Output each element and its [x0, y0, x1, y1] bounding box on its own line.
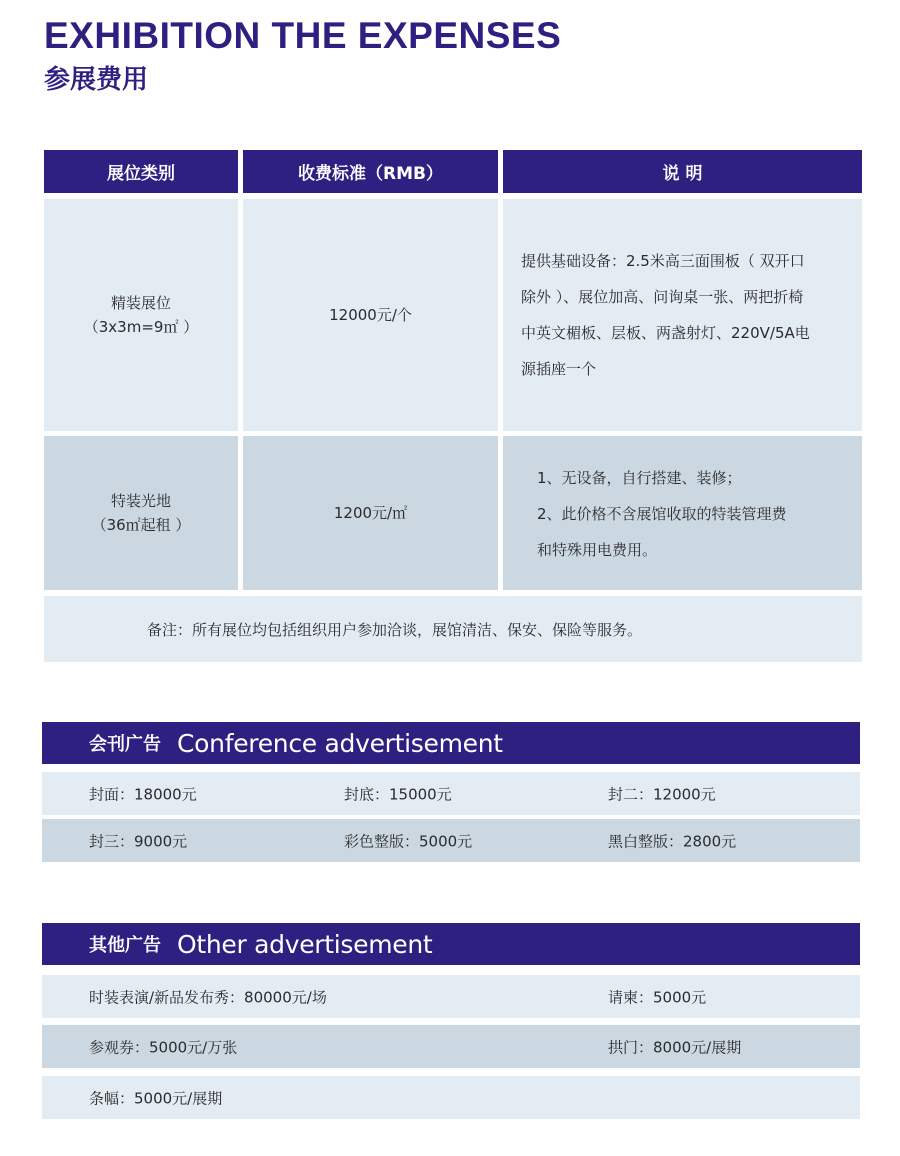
- table-note: 备注：所有展位均包括组织用户参加洽谈，展馆清洁、保安、保险等服务。: [44, 596, 862, 662]
- column-header-description: 说 明: [503, 150, 862, 193]
- description-line: 除外 ）、展位加高、问询桌一张、两把折椅: [521, 288, 804, 306]
- table-row-2-price: [243, 436, 498, 590]
- description-line: 2、此价格不含展馆收取的特装管理费: [537, 505, 787, 523]
- category-size: （3x3m=9㎡ ）: [83, 318, 199, 336]
- list-item: [42, 1076, 860, 1119]
- ad-price-item: 封三：9000元: [89, 832, 188, 850]
- description-line: 中英文楣板、层板、两盏射灯、220V/5A电: [521, 324, 810, 342]
- table-row-1-category: [44, 199, 238, 431]
- description-line: 提供基础设备：2.5米高三面围板（ 双开口: [521, 252, 805, 270]
- conference-ad-title-cn: 会刊广告: [89, 734, 161, 755]
- list-item: [42, 819, 860, 862]
- conference-ad-title-en: Conference advertisement: [177, 728, 503, 758]
- column-header-price: 收费标准（RMB）: [243, 150, 498, 193]
- description-line: 和特殊用电费用。: [537, 541, 658, 559]
- table-row-1-price: [243, 199, 498, 431]
- category-name: 精装展位: [110, 294, 171, 312]
- other-ad-banner: [42, 923, 860, 965]
- ad-price-item: 条幅：5000元/展期: [89, 1089, 223, 1107]
- ad-price-item: 黑白整版：2800元: [608, 832, 737, 850]
- description-line: 源插座一个: [521, 360, 597, 378]
- other-ad-title-cn: 其他广告: [89, 935, 161, 956]
- ad-price-item: 拱门：8000元/展期: [608, 1038, 742, 1056]
- other-ad-title-en: Other advertisement: [177, 929, 433, 959]
- table-row-2-category: [44, 436, 238, 590]
- conference-ad-banner: [42, 722, 860, 764]
- page-title-cn: 参展费用: [44, 65, 149, 95]
- list-item: [42, 1025, 860, 1068]
- ad-price-item: 请柬：5000元: [608, 988, 707, 1006]
- list-item: [42, 772, 860, 815]
- price-value: 1200元/㎡: [333, 504, 408, 522]
- list-item: [42, 975, 860, 1018]
- table-row-2-description: [503, 436, 862, 590]
- ad-price-item: 参观券：5000元/万张: [89, 1038, 238, 1056]
- category-size: （36㎡起租 ）: [91, 516, 191, 534]
- category-name: 特装光地: [110, 492, 171, 510]
- ad-price-item: 时装表演/新品发布秀：80000元/场: [89, 988, 327, 1006]
- column-header-category: 展位类别: [44, 150, 238, 193]
- ad-price-item: 封二：12000元: [608, 785, 716, 803]
- page-title-en: EXHIBITION THE EXPENSES: [44, 15, 562, 56]
- ad-price-item: 彩色整版：5000元: [344, 832, 473, 850]
- table-row-1-description: [503, 199, 862, 431]
- description-line: 1、无设备，自行搭建、装修；: [537, 469, 742, 487]
- ad-price-item: 封底：15000元: [344, 785, 452, 803]
- price-value: 12000元/个: [329, 306, 412, 324]
- ad-price-item: 封面：18000元: [89, 785, 197, 803]
